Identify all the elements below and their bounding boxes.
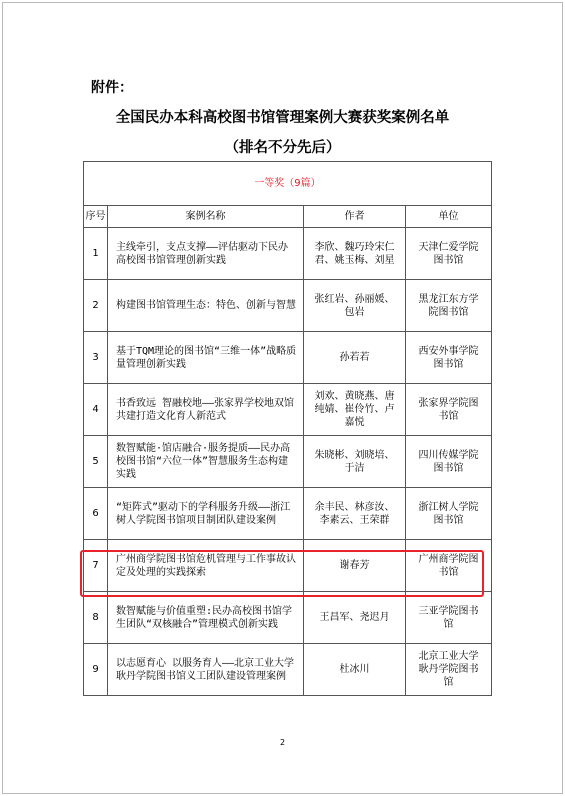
attachment-label: 附件： [91,80,133,96]
case-unit: 张家界学院图书馆 [406,384,492,436]
award-level-title: 一等奖（9篇） [84,162,492,206]
case-name: 构建图书馆管理生态：特色、创新与智慧 [108,280,304,332]
case-name: 以志愿育心 以服务育人——北京工业大学耿丹学院图书馆义工团队建设管理案例 [108,644,304,696]
case-author: 张红岩、孙丽媛、包岩 [304,280,406,332]
case-name: 基于TQM理论的图书馆“三维一体”战略质量管理创新实践 [108,332,304,384]
case-author: 刘欢、黄晓燕、唐纯婧、崔伶竹、卢嘉悦 [304,384,406,436]
case-unit: 北京工业大学耿丹学院图书馆 [406,644,492,696]
case-name: 数智赋能·馆店融合·服务提质——民办高校图书馆“六位一体”智慧服务生态构建实践 [108,436,304,488]
case-name: 主线牵引，支点支撑——评估驱动下民办高校图书馆管理创新实践 [108,228,304,280]
award-level-row [84,162,492,206]
page-number: 2 [279,738,286,747]
table-row [84,436,492,488]
case-author: 李欣、魏巧玲宋仁君、姚玉梅、刘星 [304,228,406,280]
column-header-author: 作者 [304,206,406,228]
table-header-row [84,206,492,228]
row-number: 4 [84,384,108,436]
row-number: 7 [84,540,108,592]
case-unit: 天津仁爱学院图书馆 [406,228,492,280]
case-unit: 三亚学院图书馆 [406,592,492,644]
case-author: 谢春芳 [304,540,406,592]
case-name: 广州商学院图书馆危机管理与工作事故认定及处理的实践探索 [108,540,304,592]
table-row [84,488,492,540]
row-number: 2 [84,280,108,332]
case-unit: 浙江树人学院图书馆 [406,488,492,540]
case-author: 朱晓彬、刘晓培、于洁 [304,436,406,488]
case-name: 书香致远 智融校地——张家界学校地双馆共建打造文化育人新范式 [108,384,304,436]
case-author: 杜冰川 [304,644,406,696]
row-number: 5 [84,436,108,488]
case-name: “矩阵式”驱动下的学科服务升级——浙江树人学院图书馆项目制团队建设案例 [108,488,304,540]
row-number: 9 [84,644,108,696]
row-number: 8 [84,592,108,644]
column-header-no: 序号 [84,206,108,228]
table-row [84,280,492,332]
column-header-unit: 单位 [406,206,492,228]
awards-table [83,161,492,696]
row-number: 3 [84,332,108,384]
table-row [84,644,492,696]
table-row [84,228,492,280]
case-unit: 西安外事学院图书馆 [406,332,492,384]
table-row [84,332,492,384]
table-row-highlighted [84,540,492,592]
case-author: 余丰民、林彦汝、李素云、王荣群 [304,488,406,540]
table-row [84,384,492,436]
case-unit: 广州商学院图书馆 [406,540,492,592]
case-unit: 黑龙江东方学院图书馆 [406,280,492,332]
row-number: 6 [84,488,108,540]
table-row [84,592,492,644]
row-number: 1 [84,228,108,280]
case-unit: 四川传媒学院图书馆 [406,436,492,488]
column-header-case-name: 案例名称 [108,206,304,228]
document-subtitle: （排名不分先后） [224,139,341,156]
case-author: 王昌军、尧迟月 [304,592,406,644]
document-title: 全国民办本科高校图书馆管理案例大赛获奖案例名单 [115,109,450,126]
case-author: 孙若若 [304,332,406,384]
case-name: 数智赋能与价值重塑:民办高校图书馆学生团队“双核融合”管理模式创新实践 [108,592,304,644]
